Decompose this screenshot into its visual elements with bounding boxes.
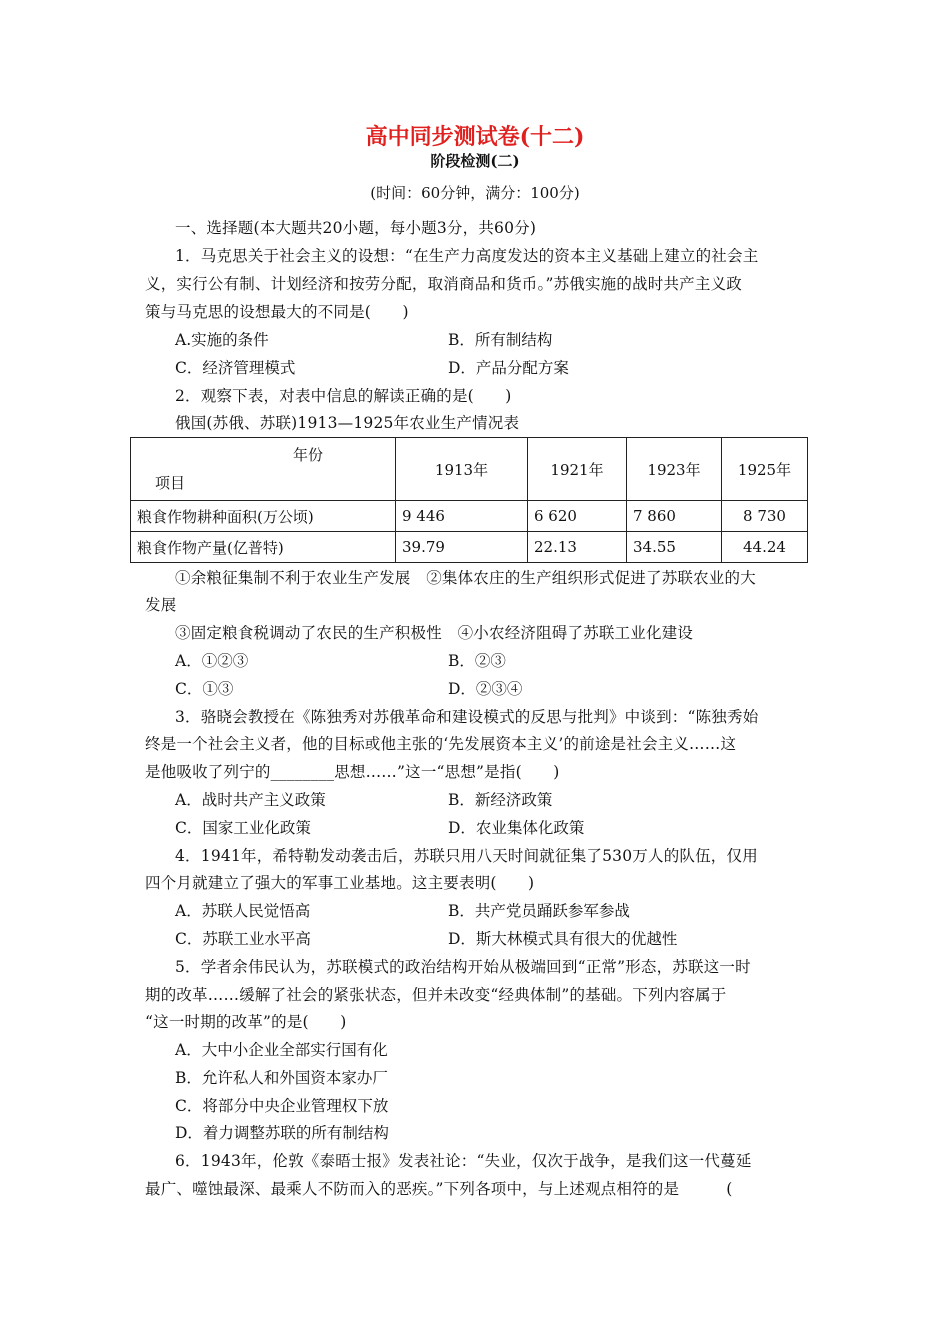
q5-option-c: C．将部分中央企业管理权下放 — [175, 1097, 389, 1115]
q3-option-d: D．农业集体化政策 — [448, 819, 585, 837]
q2-option-d: D．②③④ — [448, 680, 523, 698]
table-cell: 9 446 — [396, 501, 528, 532]
row-label: 粮食作物耕种面积(万公顷) — [131, 501, 396, 532]
year-header: 1923年 — [627, 438, 722, 501]
table-cell: 7 860 — [627, 501, 722, 532]
q2-statement-1-cont: 发展 — [145, 596, 177, 614]
q1-option-a: A.实施的条件 — [175, 331, 269, 349]
page-title: 高中同步测试卷(十二) — [365, 124, 585, 150]
q5-line-3: “这一时期的改革”的是( ) — [145, 1013, 347, 1031]
table-cell: 6 620 — [528, 501, 627, 532]
q3-line-3: 是他吸收了列宁的________思想……”这一“思想”是指( ) — [145, 763, 560, 781]
q4-option-a: A．苏联人民觉悟高 — [175, 902, 311, 920]
table-cell: 44.24 — [722, 532, 808, 563]
page-subtitle: 阶段检测(二) — [430, 152, 520, 170]
q1-line-2: 义，实行公有制、计划经济和按劳分配，取消商品和货币。”苏俄实施的战时共产主义政 — [145, 275, 742, 293]
q2-statement-1: ①余粮征集制不利于农业生产发展 ②集体农庄的生产组织形式促进了苏联农业的大 — [175, 569, 756, 587]
q5-line-1: 5．学者余伟民认为，苏联模式的政治结构开始从极端回到“正常”形态，苏联这一时 — [175, 958, 751, 976]
table-cell: 39.79 — [396, 532, 528, 563]
table-cell: 34.55 — [627, 532, 722, 563]
q2-option-a: A．①②③ — [175, 652, 249, 670]
q5-option-a: A．大中小企业全部实行国有化 — [175, 1041, 388, 1059]
q1-line-1: 1．马克思关于社会主义的设想：“在生产力高度发达的资本主义基础上建立的社会主 — [175, 247, 759, 265]
q3-option-b: B．新经济政策 — [448, 791, 553, 809]
agriculture-table — [130, 437, 808, 563]
q2-table-title: 俄国(苏俄、苏联)1913—1925年农业生产情况表 — [175, 414, 520, 432]
q5-option-d: D．着力调整苏联的所有制结构 — [175, 1124, 389, 1142]
table-row — [131, 501, 808, 532]
exam-meta: (时间：60分钟，满分：100分) — [370, 184, 580, 202]
q3-option-c: C．国家工业化政策 — [175, 819, 311, 837]
year-header: 1925年 — [722, 438, 808, 501]
q4-option-d: D．斯大林模式具有很大的优越性 — [448, 930, 678, 948]
q4-line-1: 4．1941年，希特勒发动袭击后，苏联只用八天时间就征集了530万人的队伍，仅用 — [175, 847, 758, 865]
q2-stem: 2．观察下表，对表中信息的解读正确的是( ) — [175, 387, 512, 405]
table-corner-cell — [131, 438, 396, 501]
q4-option-b: B．共产党员踊跃参军参战 — [448, 902, 630, 920]
q5-option-b: B．允许私人和外国资本家办厂 — [175, 1069, 388, 1087]
q1-line-3: 策与马克思的设想最大的不同是( ) — [145, 303, 409, 321]
q3-line-2: 终是一个社会主义者，他的目标或他主张的‘先发展资本主义’的前途是社会主义……这 — [145, 735, 737, 753]
q5-line-2: 期的改革……缓解了社会的紧张状态，但并未改变“经典体制”的基础。下列内容属于 — [145, 986, 727, 1004]
year-header: 1913年 — [396, 438, 528, 501]
q2-option-b: B．②③ — [448, 652, 506, 670]
q1-option-c: C．经济管理模式 — [175, 359, 296, 377]
header-item-label: 项目 — [155, 474, 186, 492]
year-header: 1921年 — [528, 438, 627, 501]
q2-statement-2: ③固定粮食税调动了农民的生产积极性 ④小农经济阻碍了苏联工业化建设 — [175, 624, 694, 642]
q3-line-1: 3．骆晓会教授在《陈独秀对苏俄革命和建设模式的反思与批判》中谈到：“陈独秀始 — [175, 708, 759, 726]
q1-option-b: B．所有制结构 — [448, 331, 553, 349]
table-cell: 22.13 — [528, 532, 627, 563]
q3-option-a: A．战时共产主义政策 — [175, 791, 326, 809]
table-header-row — [131, 438, 808, 501]
q4-option-c: C．苏联工业水平高 — [175, 930, 311, 948]
q4-line-2: 四个月就建立了强大的军事工业基地。这主要表明( ) — [145, 874, 535, 892]
q2-option-c: C．①③ — [175, 680, 234, 698]
section-heading: 一、选择题(本大题共20小题，每小题3分，共60分) — [175, 219, 537, 237]
table-row — [131, 532, 808, 563]
header-year-label: 年份 — [293, 446, 324, 464]
table-cell: 8 730 — [722, 501, 808, 532]
q6-line-2: 最广、噬蚀最深、最乘人不防而入的恶疾。”下列各项中，与上述观点相符的是 ( — [145, 1180, 733, 1198]
row-label: 粮食作物产量(亿普特) — [131, 532, 396, 563]
q6-line-1: 6．1943年，伦敦《泰晤士报》发表社论：“失业，仅次于战争，是我们这一代蔓延 — [175, 1152, 752, 1170]
q1-option-d: D．产品分配方案 — [448, 359, 569, 377]
